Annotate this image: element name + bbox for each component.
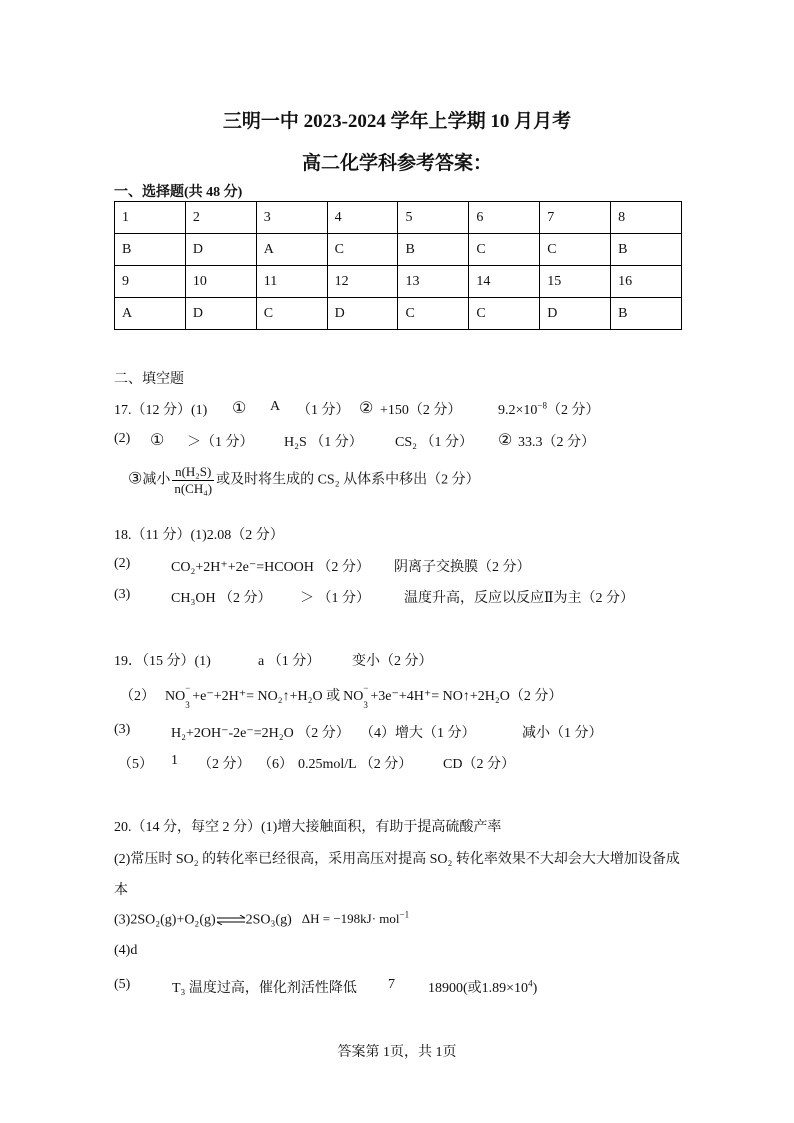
q17-circle-7: ② <box>498 432 513 449</box>
q18-answer-4: ＞ （1 分） <box>300 591 370 606</box>
q17-answer-2: +150（2 分） <box>380 403 462 418</box>
table-row <box>115 298 682 330</box>
q17-answer-8: ③减小 $\frac{\text{n(H₂S)}}{\text{n(CH₄)}}$ 或及时将生成的 CS₂ 从体系中移出（2 分） <box>128 464 480 496</box>
section-1-heading: 一、选择题(共 48 分) <box>114 185 243 200</box>
q20-answer-5a: T₃ 温度过高，催化剂活性降低 <box>172 981 357 996</box>
table-cell: C <box>469 298 540 330</box>
q18-answer-3: CH₃OH （2 分） <box>171 591 272 606</box>
ratio-fraction: $\frac{\text{n(H₂S)}}{\text{n(CH₄)}}$ <box>174 464 213 496</box>
choice-answer-table <box>114 201 682 330</box>
q19-part-6: （6） <box>258 757 293 772</box>
table-row <box>115 202 682 234</box>
q20-line-5: (4)d <box>114 943 138 958</box>
table-cell: C <box>256 298 327 330</box>
table-cell: C <box>540 234 611 266</box>
table-cell: C <box>398 298 469 330</box>
q19-head: 19．（15 分）(1) <box>114 654 211 669</box>
page-footer: 答案第 1页，共 1页 <box>337 1045 457 1060</box>
q17-answer-7: 33.3（2 分） <box>518 435 595 450</box>
q19-part-5: （5） <box>118 757 153 772</box>
table-cell: 11 <box>256 266 327 298</box>
q20-line-4: (3)2SO₂(g)+O₂(g) 2SO₃(g) ΔH = −198kJ· mol$^{-1}$ <box>114 910 410 928</box>
q17-circle-1: ① <box>232 400 247 417</box>
page-title: 三明一中 2023-2024 学年上学期 10 月月考 <box>222 111 572 132</box>
table-cell: 7 <box>540 202 611 234</box>
q17-circle-2: ② <box>359 400 374 417</box>
q20-line-1: 20.（14 分，每空 2 分）(1)增大接触面积，有助于提高硫酸产率 <box>114 820 502 835</box>
q19-answer-6: 0.25mol/L （2 分） <box>298 757 413 772</box>
q18-membrane: 阴离子交换膜（2 分） <box>394 560 531 575</box>
table-cell: 9 <box>115 266 186 298</box>
table-cell: A <box>256 234 327 266</box>
q19-answer-1: a （1 分） <box>258 654 321 669</box>
table-cell: 10 <box>185 266 256 298</box>
q17-score-1: （1 分） <box>297 403 350 418</box>
q19-answer-4: （4）增大（1 分） <box>360 726 476 741</box>
q17-answer-1: A <box>270 399 281 414</box>
table-cell: D <box>540 298 611 330</box>
q20-answer-5c: 18900(或$1.89\times 10^4$) <box>428 978 538 996</box>
table-cell: 15 <box>540 266 611 298</box>
table-cell: C <box>327 234 398 266</box>
table-row <box>115 234 682 266</box>
table-cell: 1 <box>115 202 186 234</box>
table-cell: 6 <box>469 202 540 234</box>
q17-answer-3: $9.2\times 10^{-8}(2$ 分） <box>498 400 600 418</box>
table-cell: 16 <box>611 266 682 298</box>
q17-circle-4: ① <box>150 432 165 449</box>
q20-line-3: 本 <box>114 883 128 898</box>
q20-line-2: (2)常压时 SO₂ 的转化率已经很高，采用高压对提高 SO₂ 转化率效果不大却会大大增加设备成 <box>114 852 680 867</box>
table-cell: 3 <box>256 202 327 234</box>
q17-answer-4: ＞（1 分） <box>187 435 254 450</box>
table-cell: D <box>185 298 256 330</box>
table-cell: D <box>185 234 256 266</box>
table-cell: C <box>469 234 540 266</box>
table-cell: D <box>327 298 398 330</box>
table-cell: 4 <box>327 202 398 234</box>
q19-answer-5: 1 <box>171 753 178 768</box>
q18-line-1: 18.（11 分）(1)2.08（2 分） <box>114 528 284 543</box>
table-cell: 8 <box>611 202 682 234</box>
q19-equations: NO − 3 +e⁻+2H⁺= NO₂↑+H₂O 或 NO − 3 +3e⁻+4H⁺= NO↑+2H₂O（2 分） <box>165 683 563 710</box>
table-cell: 2 <box>185 202 256 234</box>
q19-answer-4b: 减小（1 分） <box>522 726 603 741</box>
q20-part-5: (5) <box>114 977 131 992</box>
q20-answer-5b: 7 <box>388 977 395 992</box>
q18-equation: CO₂+2H⁺+2e⁻=HCOOH （2 分） <box>171 560 370 575</box>
q17-answer-6: CS₂ （1 分） <box>395 435 474 450</box>
q17-part-2: (2) <box>114 431 131 446</box>
table-cell: B <box>115 234 186 266</box>
table-cell: B <box>611 298 682 330</box>
q17-answer-5: H₂S （1 分） <box>284 435 363 450</box>
table-cell: A <box>115 298 186 330</box>
q19-equation-3: H₂+2OH⁻-2e⁻=2H₂O （2 分） <box>171 726 350 741</box>
section-2-heading: 二、填空题 <box>114 372 184 387</box>
q19-answer-7: CD（2 分） <box>443 757 515 772</box>
table-cell: 13 <box>398 266 469 298</box>
q18-answer-5: 温度升高，反应以反应Ⅱ为主（2 分） <box>404 591 635 606</box>
table-row <box>115 266 682 298</box>
table-cell: 5 <box>398 202 469 234</box>
page-subtitle: 高二化学科参考答案： <box>301 153 492 174</box>
q19-score-5: （2 分） <box>198 757 251 772</box>
equilibrium-arrow-icon <box>216 915 246 925</box>
q18-part-3: (3) <box>114 587 131 602</box>
q19-part-3: (3) <box>114 722 131 737</box>
table-cell: 14 <box>469 266 540 298</box>
q18-part-2: (2) <box>114 556 131 571</box>
table-cell: B <box>398 234 469 266</box>
table-cell: B <box>611 234 682 266</box>
table-cell: 12 <box>327 266 398 298</box>
q19-answer-2: 变小（2 分） <box>352 654 433 669</box>
q17-head: 17.（12 分）(1) <box>114 403 208 418</box>
q19-part-2: （2） <box>120 689 155 704</box>
